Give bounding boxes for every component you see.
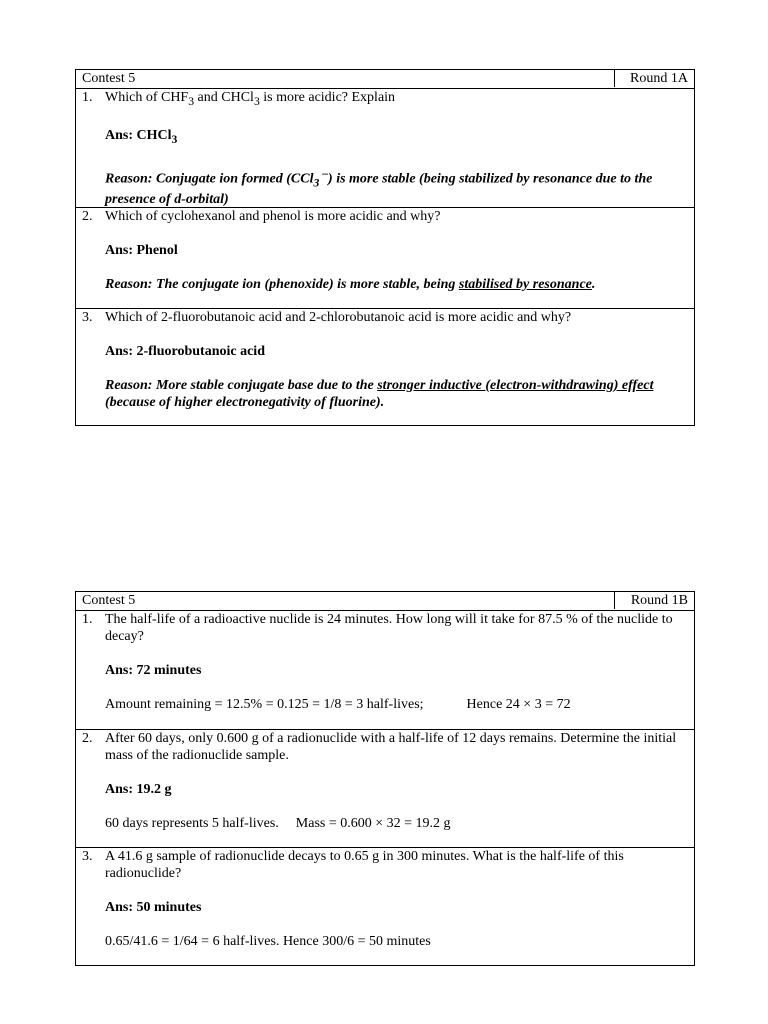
- question-number: 1.: [82, 612, 93, 627]
- reason: Reason: The conjugate ion (phenoxide) is more stable, being stabilised by resonance.: [105, 277, 596, 292]
- question-text: The half-life of a radioactive nuclide is 24 minutes. How long will it take for 87.5 % of the nuclide to decay?: [105, 612, 673, 644]
- reason: Reason: More stable conjugate base due to the stronger inductive (electron-withdrawing) effect (because of higher electronegativity of fluorine).: [105, 378, 654, 410]
- question-number: 2.: [82, 731, 93, 746]
- question-text: A 41.6 g sample of radionuclide decays to 0.65 g in 300 minutes. What is the half-life of this radionuclide?: [105, 849, 624, 881]
- question-1b-2: [76, 729, 694, 847]
- reason: Reason: Conjugate ion formed (CCl$_3$ –) is more stable (being stabilized by resonance due to the presence of d-orbital): [105, 166, 653, 208]
- question-text: Which of 2-fluorobutanoic acid and 2-chlorobutanoic acid is more acidic and why?: [105, 310, 572, 325]
- answer: Ans: Phenol: [105, 243, 178, 258]
- round-1b-header: [76, 592, 694, 611]
- question-1a-1: [76, 89, 694, 207]
- question-1b-3: [76, 847, 694, 965]
- question-text: Which of cyclohexanol and phenol is more acidic and why?: [105, 209, 441, 224]
- answer: Ans: CHCl$_3$: [105, 127, 178, 146]
- answer: Ans: 19.2 g: [105, 782, 172, 797]
- question-number: 1.: [82, 90, 93, 105]
- round-label: Round 1A: [614, 70, 694, 87]
- question-1b-1: [76, 611, 694, 729]
- contest-label: Contest 5: [82, 593, 136, 608]
- question-text: Which of $CHF_3$ and CHCl$_3$ is more acidic? Explain: [105, 90, 396, 108]
- answer: Ans: 72 minutes: [105, 663, 202, 678]
- question-number: 3.: [82, 310, 93, 325]
- question-number: 2.: [82, 209, 93, 224]
- round-1b-table: [75, 591, 695, 966]
- question-text: After 60 days, only 0.600 g of a radionuclide with a half-life of 12 days remains. Determine the initial mass of the radionuclide sample.: [105, 731, 677, 763]
- round-1a-header: [76, 70, 694, 89]
- contest-label: Contest 5: [82, 71, 136, 86]
- question-number: 3.: [82, 849, 93, 864]
- working: 0.65/41.6 = 1/64 = 6 half-lives. Hence 300/6 = 50 minutes: [105, 934, 431, 949]
- question-1a-3: [76, 308, 694, 425]
- round-1a-table: [75, 69, 695, 426]
- question-1a-2: [76, 207, 694, 308]
- round-label: Round 1B: [614, 592, 694, 609]
- answer: Ans: 2-fluorobutanoic acid: [105, 344, 265, 359]
- working: 60 days represents 5 half-lives. Mass = 0.600 × 32 = 19.2 g: [105, 816, 451, 831]
- working: Amount remaining = 12.5% = 0.125 = 1/8 = 3 half-lives; Hence 24 × 3 = 72: [105, 697, 571, 712]
- answer: Ans: 50 minutes: [105, 900, 202, 915]
